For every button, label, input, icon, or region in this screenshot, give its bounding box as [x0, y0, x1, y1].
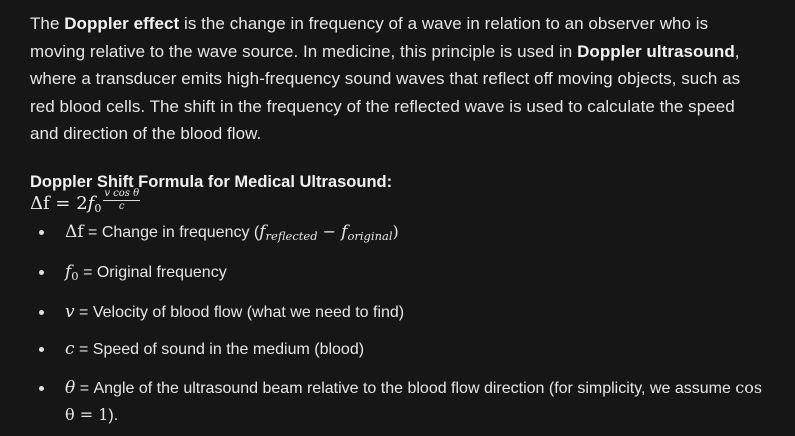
list-item	[30, 375, 765, 429]
minus-sign: −	[317, 221, 342, 241]
symbol-f-original: f	[341, 221, 348, 242]
sub-original: original	[347, 228, 393, 243]
bullet-text: = Change in frequency (	[83, 223, 260, 241]
doppler-formula	[30, 187, 765, 221]
bullet-dot	[39, 310, 44, 315]
bullet-dot	[39, 270, 44, 275]
list-item	[30, 261, 765, 287]
bullet-dot	[39, 230, 44, 235]
formula-eq: = 2	[49, 192, 88, 214]
intro-paragraph	[30, 10, 765, 148]
list-item	[30, 221, 765, 247]
variable-list	[30, 221, 765, 429]
sub-reflected: reflected	[265, 228, 318, 243]
list-item	[30, 338, 765, 361]
cos-theta-expr: cos θ = 1	[65, 377, 763, 424]
intro-bold-doppler-effect: Doppler effect	[64, 14, 180, 33]
sub-zero: 0	[71, 268, 79, 283]
symbol-f-reflected: f	[259, 221, 266, 242]
symbol-c: c	[65, 338, 75, 359]
formula-f0: f0	[87, 192, 102, 215]
symbol-f0: f	[65, 261, 72, 282]
symbol-v: v	[65, 301, 75, 322]
bullet-text: = Original frequency	[78, 263, 227, 281]
formula-numerator: v cos θ	[104, 187, 140, 199]
bullet-text: = Velocity of blood flow (what we need to find)	[74, 303, 405, 321]
intro-text-2: is the change in frequency of a wave in relation to an observer who is moving relative to the wave source. In medicine, this principle is used in	[30, 14, 709, 61]
symbol-theta: θ	[65, 377, 76, 398]
list-item	[30, 301, 765, 324]
formula-heading: Doppler Shift Formula for Medical Ultrasound:	[30, 172, 393, 191]
formula-fraction	[103, 189, 140, 212]
bullet-dot	[39, 386, 44, 391]
close-paren: )	[392, 221, 399, 241]
symbol-delta-f: Δf	[65, 221, 84, 242]
close-text: ).	[108, 406, 119, 424]
bullet-text: = Speed of sound in the medium (blood)	[74, 340, 365, 358]
formula-lhs: Δf	[30, 192, 50, 214]
formula-denominator: c	[118, 200, 125, 212]
bullet-text: = Angle of the ultrasound beam relative to the blood flow direction (for simplicity, we assume	[75, 379, 736, 397]
intro-text-1: The	[30, 14, 65, 33]
intro-bold-doppler-ultrasound: Doppler ultrasound	[577, 41, 735, 61]
bullet-dot	[39, 347, 44, 352]
intro-text-3: , where a transducer emits high-frequency sound waves that reflect off moving objects, such as red blood cells. The shift in the frequency of the reflected wave is used to calculate the speed and direction of the blood flow.	[30, 41, 741, 143]
